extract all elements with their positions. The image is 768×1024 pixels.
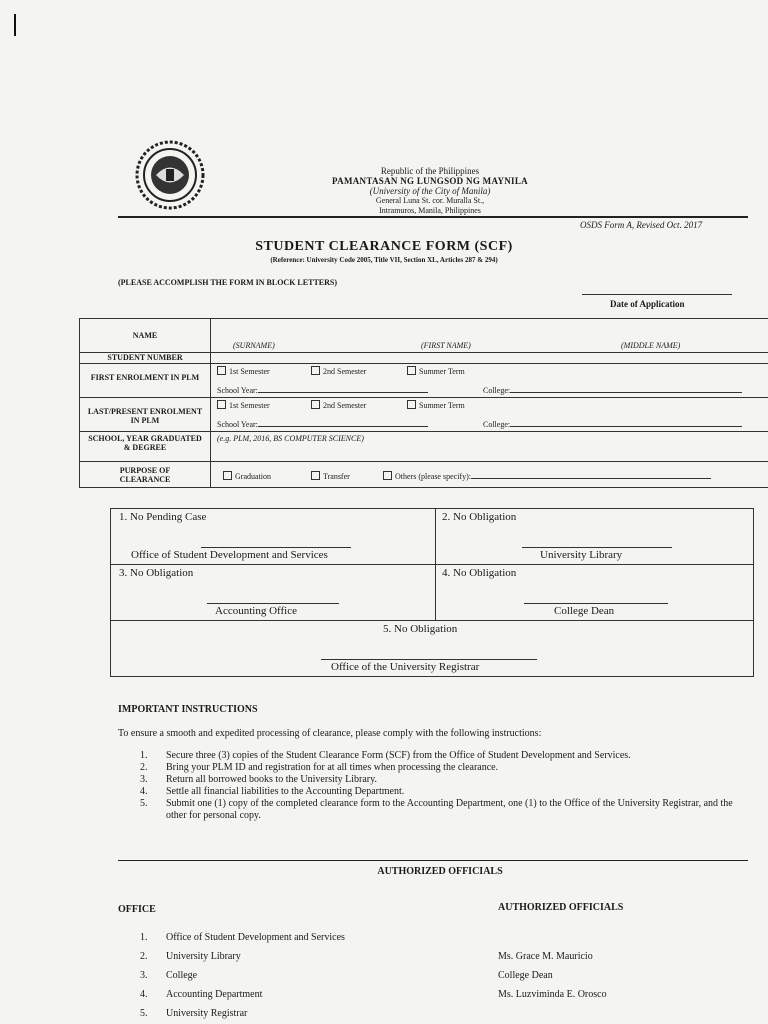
office-number: 5. xyxy=(140,1008,148,1019)
official-name: Ms. Grace M. Mauricio xyxy=(498,951,593,962)
last-summer-option[interactable] xyxy=(407,400,465,410)
date-of-application-label: Date of Application xyxy=(610,299,685,309)
others-option[interactable] xyxy=(383,471,711,481)
option-label: 2nd Semester xyxy=(323,367,367,376)
school-year-line[interactable] xyxy=(258,426,428,427)
school-year-graduated-cell[interactable] xyxy=(211,432,768,462)
office-name: University Library xyxy=(166,951,241,962)
instruction-number: 3. xyxy=(140,774,148,785)
block-letters-note: (PLEASE ACCOMPLISH THE FORM IN BLOCK LETTERS) xyxy=(118,278,337,287)
last-sem1-option[interactable] xyxy=(217,400,270,410)
school-year-label: School Year: xyxy=(217,420,258,429)
instruction-text: Submit one (1) copy of the completed clearance form to the Accounting Department, one (1) to the Office of the University Registrar, and the other for personal copy. xyxy=(166,798,733,821)
university-name: PAMANTASAN NG LUNGSOD NG MAYNILA xyxy=(332,176,528,186)
margin-mark xyxy=(14,14,16,36)
instruction-item xyxy=(140,786,750,798)
checkbox[interactable] xyxy=(383,471,392,480)
signature-line xyxy=(207,603,339,604)
university-seal-icon xyxy=(130,140,210,210)
first-name-caption: (FIRST NAME) xyxy=(421,341,471,350)
signature-line xyxy=(321,659,537,660)
checkbox[interactable] xyxy=(311,366,320,375)
first-enrolment-cell xyxy=(211,364,768,398)
official-name: Ms. Luzviminda E. Orosco xyxy=(498,989,607,1000)
header-rule xyxy=(118,216,748,218)
clearance-box-4[interactable] xyxy=(436,565,754,621)
name-input-cell[interactable] xyxy=(211,319,768,353)
date-line xyxy=(582,294,732,295)
signature-line xyxy=(524,603,668,604)
instruction-item xyxy=(140,750,750,762)
first-summer-option[interactable] xyxy=(407,366,465,376)
college-label: College: xyxy=(483,386,511,395)
checkbox[interactable] xyxy=(223,471,232,480)
office-name: University Registrar xyxy=(166,1008,248,1019)
checkbox[interactable] xyxy=(311,400,320,409)
purpose-label: PURPOSE OF CLEARANCE xyxy=(119,466,171,484)
address-line-1: General Luna St. cor. Muralla St., xyxy=(375,196,485,205)
office-item xyxy=(140,1004,440,1023)
instruction-number: 4. xyxy=(140,786,148,797)
first-school-year[interactable] xyxy=(217,386,428,395)
checkbox[interactable] xyxy=(407,366,416,375)
instruction-text: Bring your PLM ID and registration for at all times when processing the clearance. xyxy=(166,762,499,773)
office-number: 1. xyxy=(140,932,148,943)
school-year-line[interactable] xyxy=(258,392,428,393)
college-line[interactable] xyxy=(510,426,742,427)
clearance-office-2: University Library xyxy=(540,549,623,561)
clearance-office-5: Office of the University Registrar xyxy=(331,661,480,673)
instruction-item xyxy=(140,762,750,774)
last-enrolment-label: LAST/PRESENT ENROLMENT IN PLM xyxy=(87,407,203,425)
signature-line xyxy=(522,547,672,548)
office-item xyxy=(140,947,440,966)
office-item xyxy=(140,928,440,947)
first-enrolment-label: FIRST ENROLMENT IN PLM xyxy=(90,373,200,382)
instruction-number: 2. xyxy=(140,762,148,773)
clearance-office-3: Accounting Office xyxy=(215,605,297,617)
address-line-2: Intramuros, Manila, Philippines xyxy=(379,206,481,215)
school-year-graduated-label: SCHOOL, YEAR GRADUATED & DEGREE xyxy=(88,434,202,452)
option-label: 2nd Semester xyxy=(323,401,367,410)
instruction-text: Return all borrowed books to the University Library. xyxy=(166,774,377,785)
transfer-option[interactable] xyxy=(311,471,350,481)
first-sem1-option[interactable] xyxy=(217,366,270,376)
option-label: Others (please specify): xyxy=(395,472,471,481)
first-college[interactable] xyxy=(483,386,742,395)
school-example: (e.g. PLM, 2016, BS COMPUTER SCIENCE) xyxy=(217,434,364,443)
last-enrolment-label-cell xyxy=(80,398,211,432)
office-list xyxy=(140,928,440,1023)
instruction-text: Secure three (3) copies of the Student Clearance Form (SCF) from the Office of Student Development and Services. xyxy=(166,750,631,761)
name-label-cell xyxy=(80,319,211,353)
form-title: STUDENT CLEARANCE FORM (SCF) xyxy=(255,239,513,254)
clearance-box-5[interactable] xyxy=(111,621,754,677)
office-item xyxy=(140,985,440,1004)
student-info-table xyxy=(79,318,768,488)
instruction-item xyxy=(140,774,750,786)
form-legal-reference: (Reference: University Code 2005, Title VII, Section XL, Articles 287 & 294) xyxy=(270,256,498,264)
university-name-en: (University of the City of Manila) xyxy=(369,186,491,196)
surname-caption: (SURNAME) xyxy=(233,341,275,350)
middle-name-caption: (MIDDLE NAME) xyxy=(621,341,681,350)
clearance-signatures-table xyxy=(110,508,754,677)
school-year-graduated-label-cell xyxy=(80,432,211,462)
instruction-number: 5. xyxy=(140,798,148,809)
office-name: Accounting Department xyxy=(166,989,263,1000)
clearance-head-5: 5. No Obligation xyxy=(383,623,458,635)
first-sem2-option[interactable] xyxy=(311,366,366,376)
instructions-intro: To ensure a smooth and expedited processing of clearance, please comply with the following instructions: xyxy=(118,728,542,739)
checkbox[interactable] xyxy=(407,400,416,409)
form-reference: OSDS Form A, Revised Oct. 2017 xyxy=(580,220,703,230)
option-label: Summer Term xyxy=(419,401,465,410)
official-names-list xyxy=(498,947,738,1004)
office-column-heading: OFFICE xyxy=(118,904,156,915)
last-enrolment-cell xyxy=(211,398,768,432)
clearance-box-1[interactable] xyxy=(111,509,436,565)
office-item xyxy=(140,966,440,985)
republic-text: Republic of the Philippines xyxy=(380,166,480,176)
office-name: College xyxy=(166,970,198,981)
office-number: 2. xyxy=(140,951,148,962)
others-line[interactable] xyxy=(471,478,711,479)
option-label: Summer Term xyxy=(419,367,465,376)
checkbox[interactable] xyxy=(217,366,226,375)
purpose-label-cell xyxy=(80,462,211,488)
officials-rule xyxy=(118,860,748,861)
checkbox[interactable] xyxy=(311,471,320,480)
office-number: 3. xyxy=(140,970,148,981)
university-header xyxy=(250,166,610,216)
option-label: Graduation xyxy=(235,472,271,481)
clearance-head-3: 3. No Obligation xyxy=(119,567,194,579)
student-number-label: STUDENT NUMBER xyxy=(80,353,211,364)
option-label: 1st Semester xyxy=(229,367,270,376)
student-number-field[interactable] xyxy=(211,353,768,364)
instruction-text: Settle all financial liabilities to the Accounting Department. xyxy=(166,786,405,797)
last-college[interactable] xyxy=(483,420,742,429)
office-name: Office of Student Development and Services xyxy=(166,932,345,943)
office-number: 4. xyxy=(140,989,148,1000)
official-name: College Dean xyxy=(498,970,553,981)
option-label: 1st Semester xyxy=(229,401,270,410)
graduation-option[interactable] xyxy=(223,471,271,481)
officials-heading: AUTHORIZED OFFICIALS xyxy=(377,866,503,877)
option-label: Transfer xyxy=(323,472,350,481)
clearance-office-4: College Dean xyxy=(554,605,615,617)
instruction-item xyxy=(140,798,750,822)
last-school-year[interactable] xyxy=(217,420,428,429)
purpose-cell xyxy=(211,462,768,488)
signature-line xyxy=(201,547,351,548)
college-label: College: xyxy=(483,420,511,429)
clearance-head-1: 1. No Pending Case xyxy=(119,511,207,523)
name-label: NAME xyxy=(132,331,158,340)
clearance-head-4: 4. No Obligation xyxy=(442,567,517,579)
clearance-box-3[interactable] xyxy=(111,565,436,621)
officials-column-heading: AUTHORIZED OFFICIALS xyxy=(498,902,624,913)
clearance-head-2: 2. No Obligation xyxy=(442,511,517,523)
instructions-list xyxy=(140,750,750,822)
instructions-heading: IMPORTANT INSTRUCTIONS xyxy=(118,704,258,715)
first-enrolment-label-cell xyxy=(80,364,211,398)
last-sem2-option[interactable] xyxy=(311,400,366,410)
instruction-number: 1. xyxy=(140,750,148,761)
college-line[interactable] xyxy=(510,392,742,393)
clearance-office-1: Office of Student Development and Services xyxy=(131,549,328,561)
checkbox[interactable] xyxy=(217,400,226,409)
school-year-label: School Year: xyxy=(217,386,258,395)
clearance-box-2[interactable] xyxy=(436,509,754,565)
